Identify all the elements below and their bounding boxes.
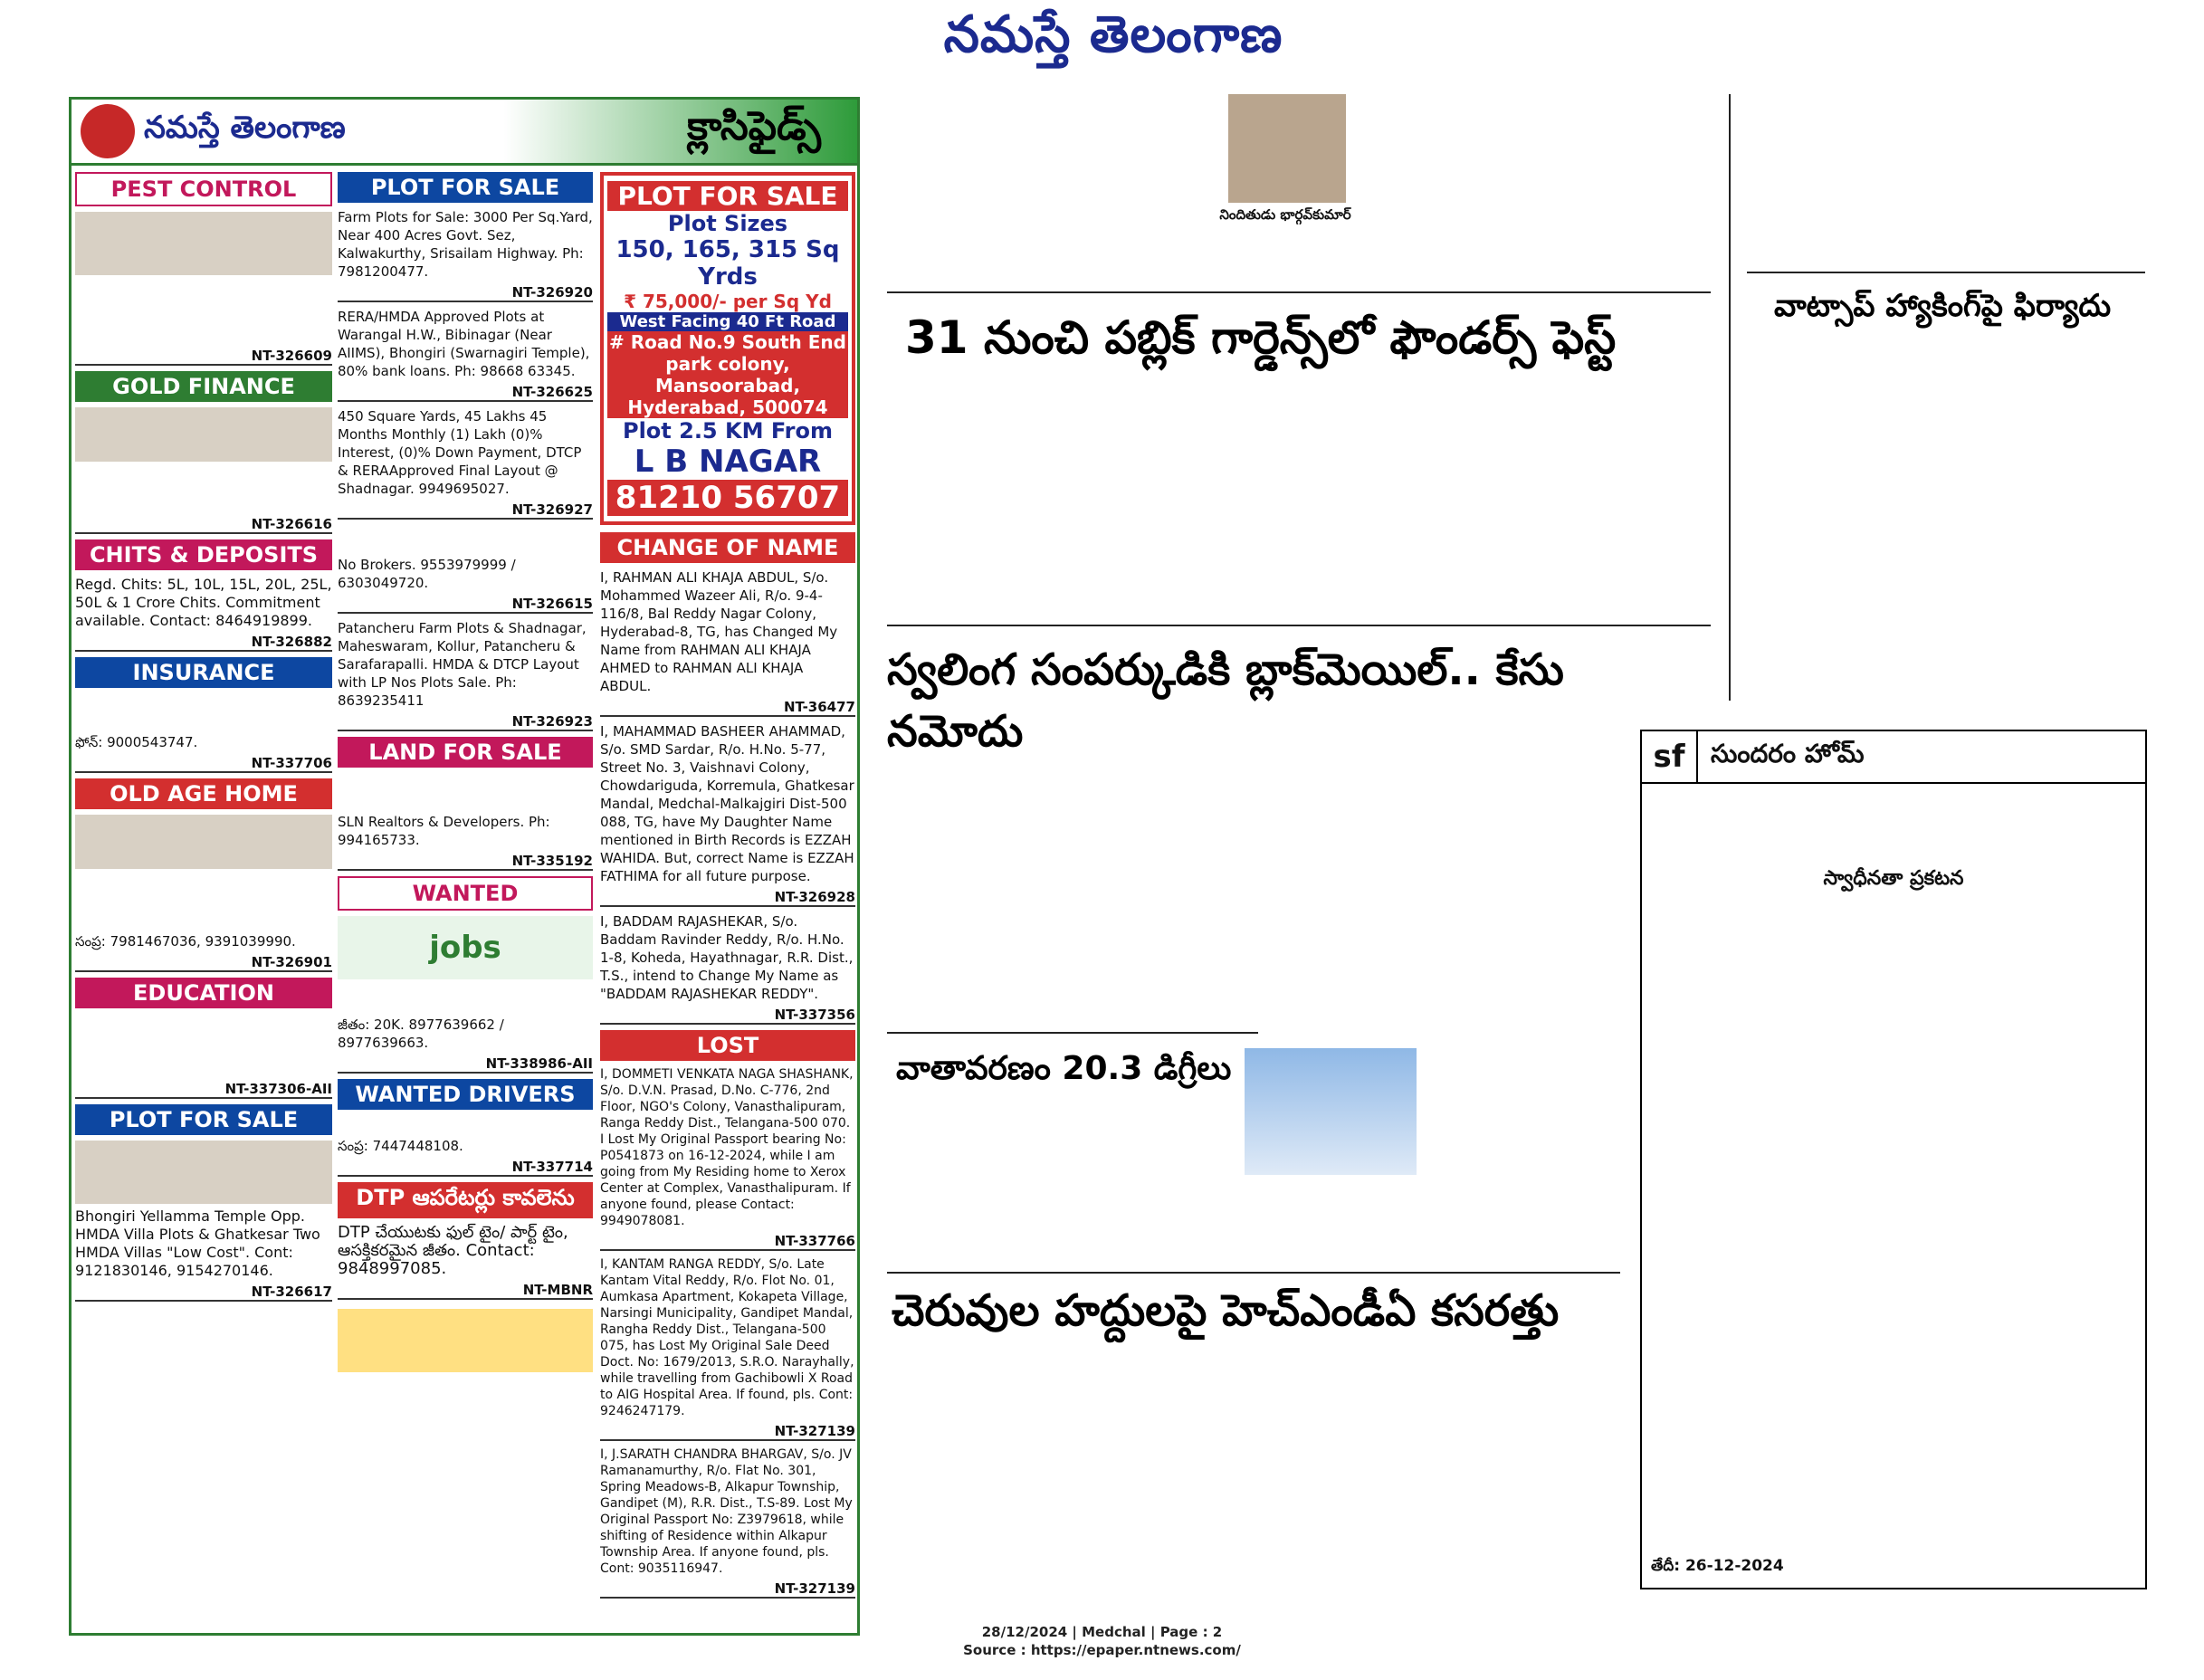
sundaram-home-notice (1640, 730, 2147, 1589)
section-header-lost: LOST (600, 1030, 855, 1061)
notice-date: తేదీ: 26-12-2024 (1651, 1557, 1784, 1575)
section-header-land-for-sale: LAND FOR SALE (338, 737, 593, 768)
ad-text: Farm Plots for Sale: 3000 Per Sq.Yard, Near 400 Acres Govt. Sez, Kalwakurthy, Srisailam Highway. Ph: 7981200477. (338, 209, 593, 280)
ad-code: NT-326625 (338, 384, 593, 402)
ad-text: Bhongiri Yellamma Temple Opp. HMDA Villa Plots & Ghatkesar Two HMDA Villas "Low Cost". Cont: 9121830146, 9154270146. (75, 1208, 320, 1279)
ad-code: NT-MBNR (338, 1282, 593, 1300)
old-age-home-image (75, 815, 332, 869)
divider (887, 625, 1711, 626)
temple-image (75, 1141, 332, 1204)
ad-text: RERA/HMDA Approved Plots at Warangal H.W., Bibinagar (Near AIIMS), Bhongiri (Swarnagiri Temple), 80% bank loans. Ph: 98668 63345. (338, 309, 590, 379)
display-ad-distance: Plot 2.5 KM From (622, 418, 834, 444)
ad-text: No Brokers. 9553979999 / 6303049720. (338, 557, 516, 591)
photo-caption: నిందితుడు భార్గవ్‌కుమార్ (1219, 206, 1351, 223)
section-header-plot-for-sale: PLOT FOR SALE (75, 1104, 332, 1135)
ad-code: NT-326901 (75, 954, 332, 972)
ad-code: NT-326928 (600, 889, 855, 907)
display-ad-header: PLOT FOR SALE (607, 181, 848, 211)
column-rule (1729, 94, 1731, 701)
classifieds-column-1 (75, 172, 332, 1307)
ad-text: SLN Realtors & Developers. Ph: 994165733. (338, 814, 550, 848)
ad-text: 450 Square Yards, 45 Lakhs 45 Months Monthly (1) Lakh (0)% Interest, (0)% Down Payment, DTCP & RERAApproved Final Layout @ Shadnagar. 9949695027. (338, 408, 582, 497)
divider (1747, 272, 2145, 273)
weather-cloud-image (1245, 1048, 1417, 1175)
ad-text: I, DOMMETI VENKATA NAGA SHASHANK, S/o. D.V.N. Prasad, D.No. C-776, 2nd Floor, NGO's Colony, Vanasthalipuram, Ranga Reddy Dist., Telangana-500 070. I Lost My Original Passport bearing No: P0541873 on 16-12-2024, while I am going from My Residing home to Xerox Center at Complex, Vanasthalipuram. If anyone found, please Contact: 9949078081. (600, 1067, 854, 1228)
classifieds-column-2 (338, 172, 593, 1372)
ad-code: NT-326609 (75, 348, 332, 366)
section-header-dtp: DTP ఆపరేటర్లు కావలెను (338, 1182, 593, 1218)
section-header-chits: CHITS & DEPOSITS (75, 539, 332, 570)
display-ad-place: L B NAGAR (634, 444, 822, 480)
accused-photo (1228, 94, 1346, 203)
footer-source: Source : https://epaper.ntnews.com/ (963, 1642, 1241, 1658)
sundaram-logo: sf (1642, 731, 1698, 782)
ad-code: NT-326615 (338, 596, 593, 614)
ad-text: I, RAHMAN ALI KHAJA ABDUL, S/o. Mohammed Wazeer Ali, R/o. 9-4-116/8, Bal Reddy Nagar Colony, Hyderabad-8, TG, has Changed My Name from RAHMAN ALI KHAJA AHMED to RAHMAN ALI KHAJA ABDUL. (600, 569, 838, 694)
ad-code: NT-326882 (75, 634, 332, 652)
ad-text: I, BADDAM RAJASHEKAR, S/o. Baddam Ravinder Reddy, R/o. H.No. 1-8, Koheda, Hayathnagar, R.R. Dist., T.S., intend to Change My Name as "BADDAM RAJASHEKAR REDDY". (600, 913, 854, 1002)
section-header-insurance: INSURANCE (75, 657, 332, 688)
pest-image (75, 212, 332, 275)
ad-code: NT-337306-AII (75, 1081, 332, 1099)
section-header-pest-control: PEST CONTROL (75, 172, 332, 206)
ad-code: NT-327139 (600, 1423, 855, 1441)
ad-text: సంప్ర: 7447448108. (338, 1138, 463, 1154)
jobs-logo: jobs (338, 916, 593, 979)
section-header-plot-for-sale: PLOT FOR SALE (338, 172, 593, 203)
plot-for-sale-display-ad (600, 172, 855, 525)
ad-code: NT-326616 (75, 516, 332, 534)
display-ad-price: ₹ 75,000/- per Sq Yd (624, 291, 832, 312)
ad-phone: సంప్ర: 7981467036, 9391039990. (75, 933, 296, 950)
ad-code: NT-337714 (338, 1159, 593, 1177)
section-header-wanted-drivers: WANTED DRIVERS (338, 1079, 593, 1110)
headline-whatsapp-hacking: వాట్సాప్ హ్యాకింగ్‌పై ఫిర్యాదు (1774, 288, 2112, 324)
section-header-education: EDUCATION (75, 978, 332, 1008)
divider (887, 1032, 1258, 1034)
notice-subtitle: స్వాధీనతా ప్రకటన (1823, 867, 1964, 890)
notice-header (1642, 731, 2145, 784)
section-header-gold-finance: GOLD FINANCE (75, 371, 332, 402)
ad-text: Patancheru Farm Plots & Shadnagar, Maheswaram, Kollur, Patancheru & Sarafarapalli. HMDA & DTCP Layout with LP Nos Plots Sale. Ph: 8639235411 (338, 620, 587, 709)
headline-blackmail: స్వలింగ సంపర్కుడికి బ్లాక్‌మెయిల్.. కేసు నమోదు (887, 644, 1564, 757)
ad-code: NT-335192 (338, 853, 593, 871)
masthead-title: నమస్తే తెలంగాణ (943, 5, 1283, 64)
classifieds-panel (69, 97, 860, 1636)
headline-lakes: చెరువుల హద్దులపై హెచ్‌ఎండీఏ కసరత్తు (892, 1285, 1560, 1336)
ad-text: I, KANTAM RANGA REDDY, S/o. Late Kantam Vital Reddy, R/o. Flot No. 01, Aumkasa Apartment, Kokapeta Village, Narsingi Municipality, Gandipet Mandal, Rangha Reddy Dist., Telangana-500 075, has Lost My Original Sale Deed Doct. No: 1679/2013, S.R.O. Narayhally, while travelling from Gachibowli X Road to AIG Hospital Area. If found, pls. Cont: 9246247179. (600, 1257, 854, 1418)
ad-code: NT-338986-AII (338, 1055, 593, 1074)
divider (887, 291, 1711, 293)
ad-code: NT-337706 (75, 755, 332, 773)
ad-text: I, J.SARATH CHANDRA BHARGAV, S/o. JV Ramanamurthy, R/o. Flat No. 301, Spring Meadows-B, Alkapur Township, Gandipet (M), R.R. Dist., T.S-89. Lost My Original Passport No: Z3979618, while shifting of Residence within Alkapur Township Area. If anyone found, pls. Cont: 9035116947. (600, 1447, 853, 1576)
section-header-change-of-name: CHANGE OF NAME (600, 532, 855, 563)
display-ad-address: # Road No.9 South End park colony, Mansoorabad, Hyderabad, 500074 (607, 331, 848, 418)
promo-strip (338, 1309, 593, 1372)
ad-code: NT-326617 (75, 1284, 332, 1302)
ad-code: NT-326920 (338, 284, 593, 302)
newspaper-logo-icon (81, 104, 135, 158)
ad-code: NT-326927 (338, 501, 593, 520)
headline-founders-fest: 31 నుంచి పబ్లిక్ గార్డెన్స్‌లో ఫౌండర్స్ ఫెస్ట్ (905, 311, 1617, 364)
display-ad-sizes: 150, 165, 315 Sq Yrds (615, 236, 840, 291)
display-ad-facing: West Facing 40 Ft Road (607, 312, 848, 331)
ad-code: NT-326923 (338, 713, 593, 731)
ad-code: NT-337766 (600, 1233, 855, 1251)
ad-text: DTP చేయుటకు ఫుల్ టైం/ పార్ట్ టైం, ఆసక్తికరమైన జీతం. Contact: 9848997085. (338, 1223, 568, 1278)
divider (887, 1272, 1620, 1274)
display-ad-phone: 81210 56707 (607, 480, 848, 516)
headline-weather: వాతావరణం 20.3 డిగ్రీలు (896, 1050, 1232, 1087)
section-header-old-age-home: OLD AGE HOME (75, 778, 332, 809)
ad-code: NT-337356 (600, 1007, 855, 1025)
section-header-wanted: WANTED (338, 876, 593, 911)
classifieds-brand: నమస్తే తెలంగాణ (144, 110, 346, 146)
classifieds-column-3 (600, 172, 855, 1604)
gold-finance-image (75, 407, 332, 462)
ad-code: NT-327139 (600, 1580, 855, 1599)
footer-page-info: 28/12/2024 | Medchal | Page : 2 (981, 1624, 1223, 1640)
ad-text: జీతం: 20K. 8977639662 / 8977639663. (338, 1017, 504, 1051)
ad-text: I, MAHAMMAD BASHEER AHAMMAD, S/o. SMD Sardar, R/o. H.No. 5-77, Street No. 3, Vaishnavi Colony, Chowdariguda, Korremula, Ghatkesar Mandal, Medchal-Malkajgiri Dist-500 088, TG, have My Daughter Name mentioned in Birth Records is EZZAH WAHIDA. But, correct Name is EZZAH FATHIMA for all future purpose. (600, 723, 854, 884)
notice-title: సుందరం హోమ్ (1711, 739, 1865, 768)
ad-code: NT-36477 (600, 699, 855, 717)
ad-phone: ఫోన్: 9000543747. (75, 734, 198, 750)
ad-text: Regd. Chits: 5L, 10L, 15L, 20L, 25L, 50L & 1 Crore Chits. Commitment available. Contact: 8464919899. (75, 576, 332, 629)
display-ad-sizes-label: Plot Sizes (667, 211, 788, 236)
classifieds-header (72, 100, 857, 166)
classifieds-title: క్లాసిఫైడ్స్ (687, 103, 821, 149)
